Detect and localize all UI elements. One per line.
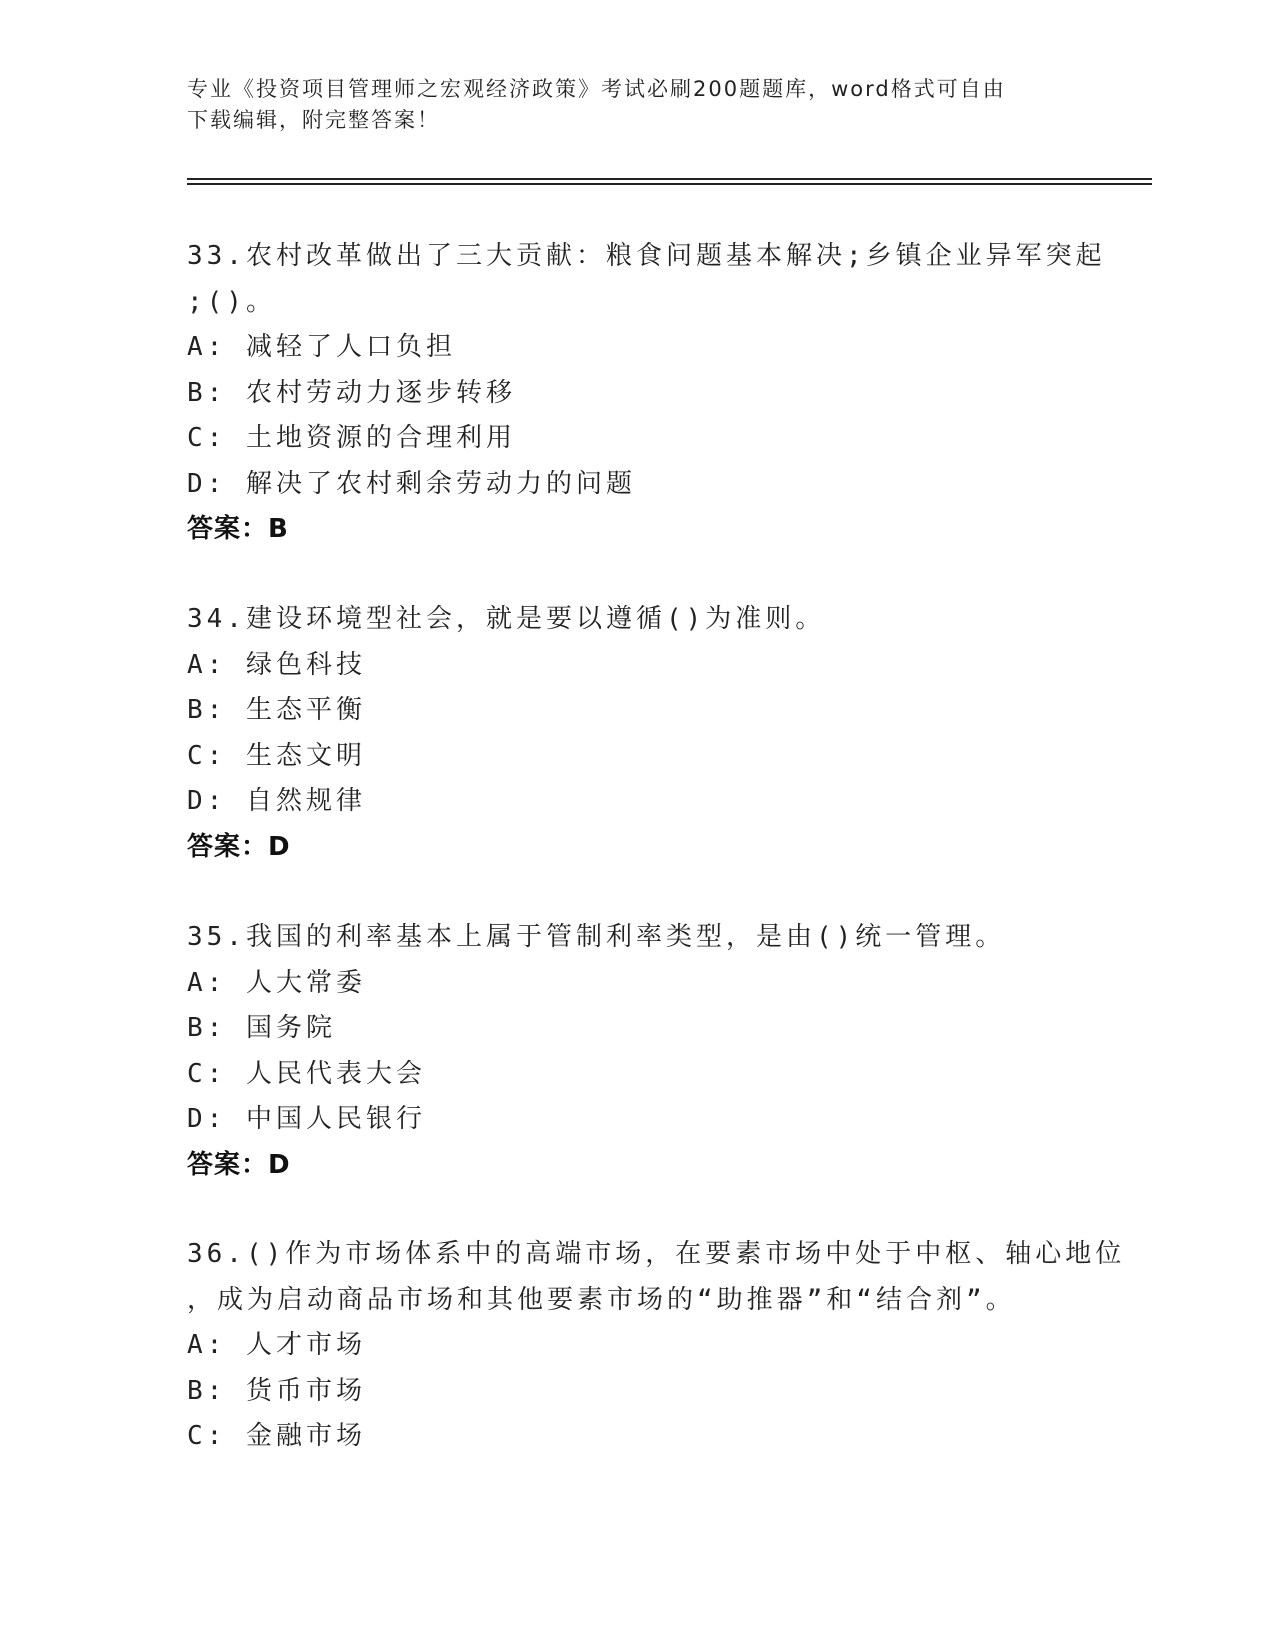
question-35 — [187, 915, 1087, 1188]
option-a: A: 人才市场 — [187, 1330, 366, 1360]
question-stem-line: ;()。 — [187, 286, 276, 317]
header-line-2: 下载编辑，附完整答案！ — [187, 108, 440, 132]
option-d: D: 解决了农村剩余劳动力的问题 — [187, 468, 636, 499]
option-c: C: 金融市场 — [187, 1421, 366, 1451]
option-a: A: 减轻了人口负担 — [187, 332, 456, 362]
header-divider-top — [187, 178, 1152, 180]
header-line-1: 专业《投资项目管理师之宏观经济政策》考试必刷200题题库，word格式可自由 — [187, 77, 1006, 101]
option-a: A: 人大常委 — [187, 967, 366, 998]
header-divider-bottom — [187, 183, 1152, 185]
option-c: C: 生态文明 — [187, 740, 366, 771]
answer-line: 答案：B — [187, 514, 289, 544]
option-c: C: 人民代表大会 — [187, 1058, 426, 1089]
answer-line: 答案：D — [187, 831, 291, 862]
document-header — [187, 74, 1067, 136]
question-36 — [187, 1232, 1126, 1460]
question-33 — [187, 234, 1106, 553]
option-a: A: 绿色科技 — [187, 649, 366, 680]
question-stem-line: 33.农村改革做出了三大贡献：粮食问题基本解决;乡镇企业异军突起 — [187, 241, 1106, 271]
option-b: B: 生态平衡 — [187, 695, 366, 725]
option-d: D: 中国人民银行 — [187, 1104, 426, 1134]
question-stem-line: 35.我国的利率基本上属于管制利率类型，是由()统一管理。 — [187, 922, 1006, 952]
question-stem-line: 36.()作为市场体系中的高端市场，在要素市场中处于中枢、轴心地位 — [187, 1239, 1126, 1269]
option-b: B: 农村劳动力逐步转移 — [187, 377, 516, 408]
question-stem-line: ，成为启动商品市场和其他要素市场的“助推器”和“结合剂”。 — [187, 1284, 1016, 1315]
question-34 — [187, 597, 1087, 870]
answer-line: 答案：D — [187, 1149, 291, 1180]
option-d: D: 自然规律 — [187, 786, 366, 816]
option-b: B: 货币市场 — [187, 1375, 366, 1406]
option-b: B: 国务院 — [187, 1013, 336, 1043]
option-c: C: 土地资源的合理利用 — [187, 423, 516, 453]
question-stem-line: 34.建设环境型社会，就是要以遵循()为准则。 — [187, 604, 826, 634]
